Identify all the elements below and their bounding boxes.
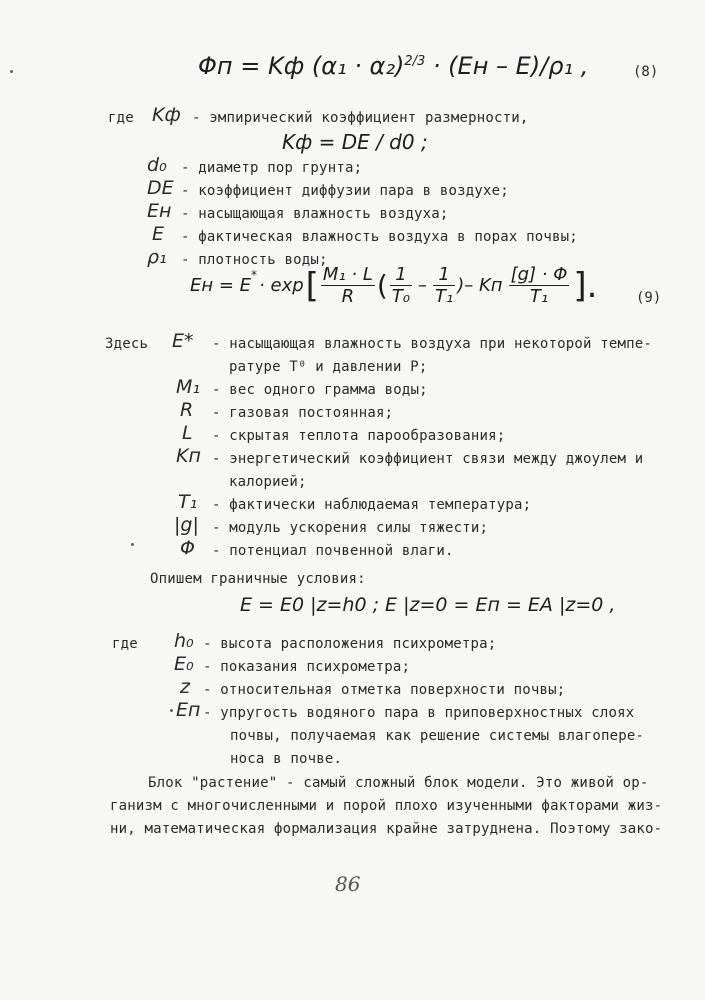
r-symbol: R (180, 399, 194, 421)
here-label: Здесь (105, 336, 149, 352)
kf-symbol: Kф (152, 104, 181, 126)
h0-symbol: h₀ (174, 630, 194, 652)
boundary-eq-2: ; E |z=0 = Eп = EA |z=0 , (372, 594, 616, 616)
boundary-intro: Опишем граничные условия: (150, 571, 366, 587)
eq9-kp: )– Kп (457, 275, 503, 296)
h0-definition: - высота расположения психрометра; (203, 636, 497, 652)
phi-symbol: Φ (180, 537, 195, 559)
eq8-exponent: 2/3 (404, 54, 426, 69)
paragraph-line-1: Блок "растение" - самый сложный блок модели. Это живой ор- (148, 775, 649, 791)
z-symbol: z (180, 676, 190, 698)
z-definition: - относительная отметка поверхности почвы; (203, 682, 566, 698)
eq9-f1-num: M₁ · L (322, 264, 373, 285)
l-definition: - скрытая теплота парообразования; (212, 428, 506, 444)
t1-symbol: T₁ (178, 491, 198, 513)
kp-definition: - энергетический коэффициент связи между джоулем и (212, 451, 644, 467)
r-definition: - газовая постоянная; (212, 405, 394, 421)
estar-symbol: E* (172, 330, 194, 352)
e0-definition: - показания психрометра; (203, 659, 411, 675)
e-definition: - фактическая влажность воздуха в порах почвы; (181, 229, 578, 245)
eq9-f4-num: [g] · Φ (510, 264, 568, 285)
eq9-fraction-2 (390, 264, 412, 307)
eh-definition: - насыщающая влажность воздуха; (181, 206, 449, 222)
eq9-f3-num: 1 (433, 264, 455, 286)
boundary-eq-1: E = E0 |z=h0 (240, 594, 367, 616)
equation-9 (190, 264, 597, 307)
where-label-1: где (108, 110, 134, 126)
eq9-f1-den: R (341, 286, 355, 307)
ep-definition-cont-1: почвы, получаемая как решение системы влагопере- (230, 728, 645, 744)
e-symbol: E (152, 223, 165, 245)
t1-definition: - фактически наблюдаемая температура; (212, 497, 532, 513)
eq9-paren-open: ( (376, 269, 388, 302)
kp-definition-cont: калорией; (229, 474, 307, 490)
ep-definition-cont-2: носа в почве. (230, 751, 343, 767)
eq9-bracket-open: [ (305, 265, 319, 306)
boundary-equations (240, 594, 615, 616)
eq9-f2-num: 1 (390, 264, 412, 286)
eq8-lhs: Φп (198, 52, 233, 80)
eq9-fraction-4 (509, 264, 570, 307)
where-label-2: где (112, 636, 138, 652)
speck (131, 543, 134, 546)
kf-definition: - эмпирический коэффициент размерности, (192, 110, 529, 126)
page-number: 86 (335, 872, 361, 896)
eq9-bracket-close: ]. (573, 265, 598, 306)
paragraph-line-2: ганизм с многочисленными и порой плохо изученными факторами жиз- (110, 798, 663, 814)
eq9-star: * (251, 268, 258, 282)
speck (10, 70, 13, 73)
estar-definition-cont: ратуре T⁰ и давлении P; (229, 359, 428, 375)
de-definition: - коэффициент диффузии пара в воздухе; (181, 183, 509, 199)
eq8-rest: · (Eн – E)/ρ₁ , (432, 52, 589, 80)
estar-definition: - насыщающая влажность воздуха при некоторой темпе- (212, 336, 653, 352)
e0-symbol: E₀ (174, 653, 194, 675)
eq9-f4-den: T₁ (529, 286, 549, 307)
m1-definition: - вес одного грамма воды; (212, 382, 428, 398)
eq9-fraction-1 (321, 264, 375, 307)
kf-formula: Kф = DE / d0 ; (282, 130, 428, 154)
l-symbol: L (182, 422, 193, 444)
ep-definition: - упругость водяного пара в приповерхностных слоях (203, 705, 635, 721)
d0-definition: - диаметр пор грунта; (181, 160, 363, 176)
rho1-definition: - плотность воды; (181, 252, 328, 268)
eq9-exp: · exp (259, 275, 304, 296)
equation-8-number: (8) (633, 64, 659, 80)
eq9-f3-den: T₁ (435, 286, 454, 307)
g-definition: - модуль ускорения силы тяжести; (212, 520, 489, 536)
eq9-fraction-3 (433, 264, 455, 307)
equation-9-number: (9) (636, 290, 662, 306)
m1-symbol: M₁ (176, 376, 201, 398)
d0-symbol: d₀ (147, 154, 167, 176)
eq9-lhs: Eн = E (190, 275, 252, 296)
rho1-symbol: ρ₁ (147, 246, 167, 268)
eq9-minus: – (418, 275, 428, 296)
bullet-dot (170, 709, 173, 712)
g-symbol: |g| (174, 514, 199, 536)
ep-symbol: Eп (176, 699, 201, 721)
paragraph-line-3: ни, математическая формализация крайне затруднена. Поэтому зако- (110, 821, 663, 837)
kp-symbol: Kп (176, 445, 201, 467)
eq8-rhs: = Kф (α₁ · α₂) (240, 52, 405, 80)
phi-definition: - потенциал почвенной влаги. (212, 543, 454, 559)
de-symbol: DE (147, 177, 174, 199)
equation-8 (198, 52, 588, 80)
eq9-f2-den: T₀ (391, 286, 411, 307)
eh-symbol: Eн (147, 200, 172, 222)
